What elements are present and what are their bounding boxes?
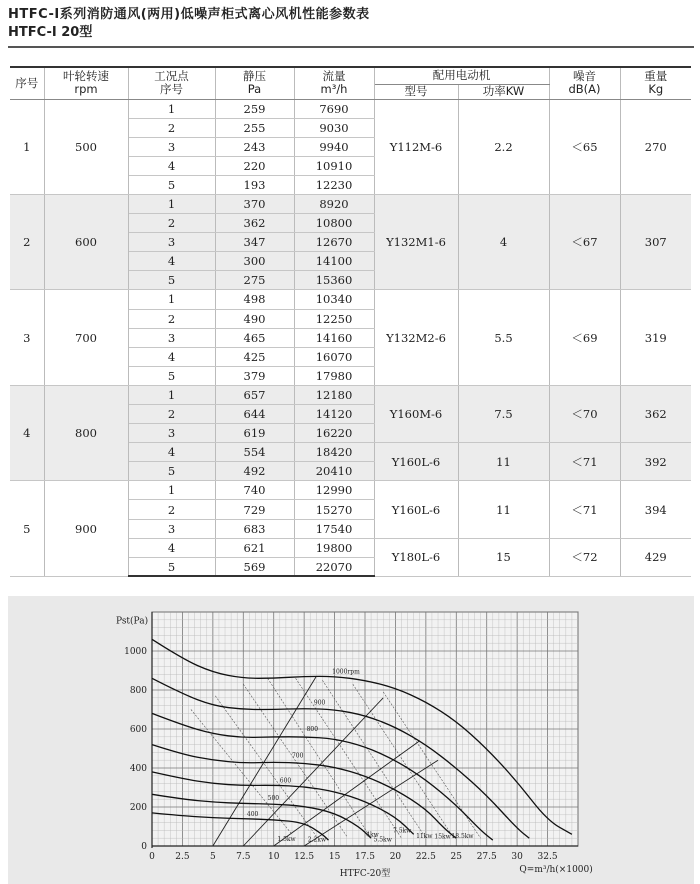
- cell-flow: 9940: [294, 137, 374, 156]
- x-tick-label: 10: [267, 852, 280, 862]
- table-row: [10, 290, 691, 309]
- cell-flow: 12250: [294, 309, 374, 328]
- cell-pressure: 220: [215, 156, 294, 175]
- cell-flow: 18420: [294, 443, 374, 462]
- cell-op: 2: [128, 118, 215, 137]
- cell-op: 3: [128, 424, 215, 443]
- cell-pressure: 729: [215, 500, 294, 519]
- header-noise-unit: dB(A): [568, 82, 601, 97]
- cell-op: 2: [128, 214, 215, 233]
- y-tick-label: 0: [141, 842, 147, 852]
- y-tick-label: 600: [129, 725, 147, 735]
- header-power: [458, 84, 549, 99]
- cell-flow: 16220: [294, 424, 374, 443]
- cell-pressure: 255: [215, 118, 294, 137]
- cell-flow: 7690: [294, 99, 374, 118]
- header-rpm-label: 叶轮转速: [63, 69, 109, 84]
- cell-pressure: 554: [215, 443, 294, 462]
- power-label: 1.5kw: [277, 836, 296, 844]
- header-seq-label: 序号: [15, 75, 39, 90]
- cell-flow: 9030: [294, 118, 374, 137]
- cell-motor-power: 7.5: [458, 385, 549, 442]
- x-tick-label: 5: [209, 852, 216, 862]
- header-seq: [10, 67, 44, 99]
- y-tick-label: 200: [129, 803, 147, 813]
- x-axis-title: Q=m³/h(×1000): [519, 865, 593, 875]
- performance-chart-svg: [8, 596, 694, 884]
- cell-flow: 15270: [294, 500, 374, 519]
- header-weight-label: 重量: [644, 69, 668, 84]
- cell-rpm: 800: [44, 385, 128, 480]
- cell-weight: 394: [620, 481, 691, 538]
- cell-weight: 429: [620, 538, 691, 576]
- cell-motor-model: Y112M-6: [374, 99, 458, 194]
- cell-op: 1: [128, 290, 215, 309]
- cell-flow: 22070: [294, 557, 374, 576]
- x-tick-label: 32.5: [537, 852, 558, 862]
- cell-op: 5: [128, 557, 215, 576]
- cell-motor-power: 2.2: [458, 99, 549, 194]
- page-subtitle: HTFC-Ⅰ 20型: [8, 25, 93, 40]
- cell-pressure: 275: [215, 271, 294, 290]
- cell-weight: 319: [620, 290, 691, 385]
- cell-op: 4: [128, 347, 215, 366]
- power-label: 5.5kw: [373, 836, 392, 844]
- cell-pressure: 621: [215, 538, 294, 557]
- cell-noise: ＜69: [549, 290, 620, 385]
- x-tick-label: 0: [149, 852, 155, 862]
- speed-label: 1000rpm: [332, 668, 360, 676]
- cell-pressure: 193: [215, 175, 294, 194]
- cell-seq: 2: [10, 194, 44, 289]
- header-motor-label: 配用电动机: [432, 68, 491, 83]
- table-body: [10, 99, 691, 576]
- cell-noise: ＜71: [549, 481, 620, 538]
- cell-flow: 14160: [294, 328, 374, 347]
- table-row: [10, 99, 691, 118]
- cell-weight: 362: [620, 385, 691, 442]
- cell-pressure: 619: [215, 424, 294, 443]
- header-noise-label: 噪音: [573, 69, 596, 84]
- header-pressure: [215, 67, 294, 99]
- cell-op: 5: [128, 175, 215, 194]
- cell-weight: 270: [620, 99, 691, 194]
- cell-op: 4: [128, 156, 215, 175]
- speed-label: 500: [267, 795, 280, 803]
- cell-pressure: 683: [215, 519, 294, 538]
- cell-flow: 14100: [294, 252, 374, 271]
- cell-op: 1: [128, 194, 215, 213]
- table-header: [10, 67, 691, 99]
- cell-rpm: 600: [44, 194, 128, 289]
- power-label: 2.2kw: [307, 836, 327, 844]
- cell-flow: 12670: [294, 233, 374, 252]
- cell-pressure: 243: [215, 137, 294, 156]
- cell-op: 2: [128, 309, 215, 328]
- cell-motor-power: 5.5: [458, 290, 549, 385]
- cell-op: 4: [128, 252, 215, 271]
- cell-motor-power: 11: [458, 481, 549, 538]
- x-tick-label: 25: [450, 852, 463, 862]
- cell-noise: ＜70: [549, 385, 620, 442]
- x-tick-label: 30: [511, 852, 523, 862]
- header-weight-unit: Kg: [648, 82, 664, 97]
- cell-pressure: 569: [215, 557, 294, 576]
- cell-flow: 12180: [294, 385, 374, 404]
- cell-op: 3: [128, 328, 215, 347]
- cell-pressure: 370: [215, 194, 294, 213]
- cell-pressure: 362: [215, 214, 294, 233]
- x-tick-label: 27.5: [476, 852, 497, 862]
- page-header: [8, 6, 694, 41]
- header-power-label: 功率KW: [482, 84, 525, 98]
- cell-op: 3: [128, 137, 215, 156]
- header-pressure-label: 静压: [243, 69, 266, 84]
- cell-pressure: 644: [215, 405, 294, 424]
- power-label: 18.5kw: [451, 833, 474, 841]
- cell-op: 1: [128, 99, 215, 118]
- cell-op: 3: [128, 519, 215, 538]
- cell-motor-model: Y160M-6: [374, 385, 458, 442]
- cell-weight: 392: [620, 443, 691, 481]
- header-model-label: 型号: [404, 84, 428, 98]
- cell-motor-model: Y132M1-6: [374, 194, 458, 289]
- speed-label: 600: [279, 777, 292, 785]
- power-label: 7.5kw: [392, 827, 412, 835]
- cell-pressure: 498: [215, 290, 294, 309]
- cell-motor-model: Y132M2-6: [374, 290, 458, 385]
- cell-flow: 10340: [294, 290, 374, 309]
- table-row: [10, 385, 691, 404]
- cell-op: 2: [128, 405, 215, 424]
- header-op: [128, 67, 215, 99]
- cell-op: 1: [128, 481, 215, 500]
- header-flow-label: 流量: [322, 69, 346, 84]
- cell-rpm: 500: [44, 99, 128, 194]
- x-tick-label: 7.5: [236, 852, 251, 862]
- y-axis-title: Pst(Pa): [116, 616, 149, 627]
- cell-noise: ＜72: [549, 538, 620, 576]
- cell-pressure: 465: [215, 328, 294, 347]
- cell-flow: 12990: [294, 481, 374, 500]
- cell-pressure: 492: [215, 462, 294, 481]
- cell-flow: 10910: [294, 156, 374, 175]
- header-op-label-2: 序号: [160, 82, 183, 97]
- cell-flow: 17980: [294, 366, 374, 385]
- header-flow: [294, 67, 374, 99]
- cell-noise: ＜65: [549, 99, 620, 194]
- cell-pressure: 379: [215, 366, 294, 385]
- speed-label: 400: [246, 810, 259, 818]
- cell-pressure: 259: [215, 99, 294, 118]
- cell-motor-power: 11: [458, 443, 549, 481]
- x-tick-label: 15: [328, 852, 341, 862]
- chart-caption: HTFC-20型: [339, 869, 391, 879]
- header-motor: [374, 67, 549, 84]
- y-tick-label: 800: [129, 686, 147, 696]
- cell-op: 2: [128, 500, 215, 519]
- x-tick-label: 2.5: [175, 852, 190, 862]
- cell-seq: 3: [10, 290, 44, 385]
- header-rpm: [44, 67, 128, 99]
- x-tick-label: 22.5: [415, 852, 436, 862]
- y-tick-label: 400: [129, 764, 147, 774]
- table-row: [10, 481, 691, 500]
- header-flow-unit: m³/h: [320, 82, 348, 97]
- header-model: [374, 84, 458, 99]
- speed-label: 900: [313, 699, 326, 707]
- cell-op: 5: [128, 271, 215, 290]
- header-weight: [620, 67, 691, 99]
- cell-op: 4: [128, 538, 215, 557]
- cell-flow: 20410: [294, 462, 374, 481]
- cell-pressure: 490: [215, 309, 294, 328]
- performance-chart: [8, 596, 694, 884]
- cell-weight: 307: [620, 194, 691, 289]
- header-rpm-unit: rpm: [74, 82, 98, 97]
- table-row: [10, 194, 691, 213]
- cell-pressure: 300: [215, 252, 294, 271]
- performance-table: [10, 66, 691, 577]
- cell-seq: 4: [10, 385, 44, 480]
- speed-label: 700: [291, 752, 304, 760]
- y-tick-label: 1000: [124, 647, 147, 657]
- cell-flow: 14120: [294, 405, 374, 424]
- page-title: HTFC-Ⅰ系列消防通风(两用)低噪声柜式离心风机性能参数表: [8, 7, 370, 22]
- cell-motor-model: Y160L-6: [374, 481, 458, 538]
- cell-op: 5: [128, 366, 215, 385]
- cell-op: 5: [128, 462, 215, 481]
- cell-noise: ＜71: [549, 443, 620, 481]
- cell-flow: 10800: [294, 214, 374, 233]
- cell-motor-power: 4: [458, 194, 549, 289]
- cell-motor-power: 15: [458, 538, 549, 576]
- cell-seq: 5: [10, 481, 44, 576]
- power-label: 4kw: [366, 831, 379, 839]
- cell-flow: 12230: [294, 175, 374, 194]
- cell-pressure: 425: [215, 347, 294, 366]
- x-tick-label: 17.5: [354, 852, 376, 862]
- power-label: 15kw: [434, 833, 451, 841]
- cell-flow: 19800: [294, 538, 374, 557]
- cell-flow: 16070: [294, 347, 374, 366]
- cell-op: 4: [128, 443, 215, 462]
- cell-op: 3: [128, 233, 215, 252]
- header-op-label: 工况点: [154, 69, 189, 84]
- header-pressure-unit: Pa: [247, 82, 262, 97]
- cell-motor-model: Y160L-6: [374, 443, 458, 481]
- speed-label: 800: [306, 725, 319, 733]
- x-tick-label: 20: [389, 852, 402, 862]
- cell-flow: 17540: [294, 519, 374, 538]
- cell-pressure: 740: [215, 481, 294, 500]
- x-tick-label: 12.5: [294, 852, 315, 862]
- cell-pressure: 657: [215, 385, 294, 404]
- cell-op: 1: [128, 385, 215, 404]
- header-noise: [549, 67, 620, 99]
- power-label: 11kw: [416, 833, 433, 841]
- cell-motor-model: Y180L-6: [374, 538, 458, 576]
- cell-flow: 8920: [294, 194, 374, 213]
- cell-flow: 15360: [294, 271, 374, 290]
- cell-seq: 1: [10, 99, 44, 194]
- cell-rpm: 700: [44, 290, 128, 385]
- title-divider: [8, 46, 694, 48]
- cell-rpm: 900: [44, 481, 128, 576]
- cell-pressure: 347: [215, 233, 294, 252]
- cell-noise: ＜67: [549, 194, 620, 289]
